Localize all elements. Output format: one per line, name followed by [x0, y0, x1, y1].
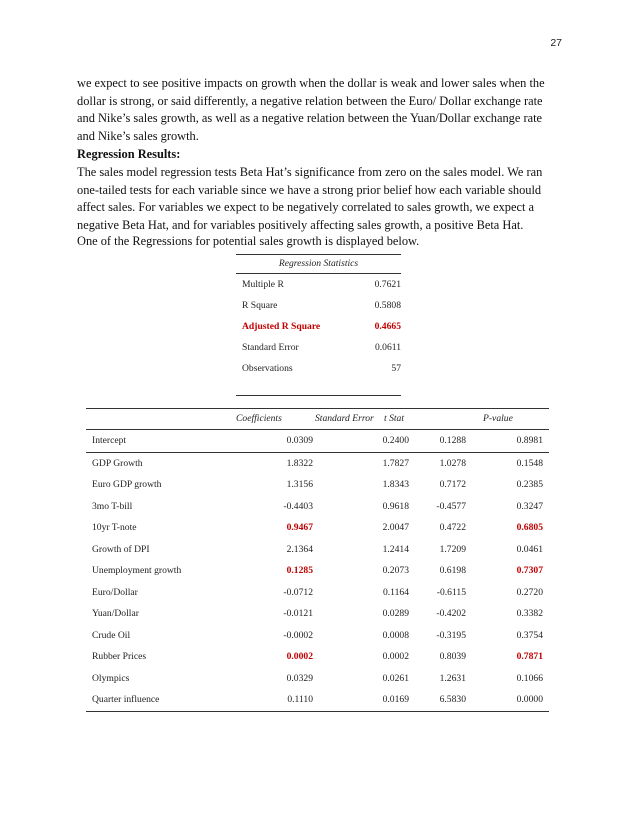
- table-row: [86, 496, 549, 518]
- standard-error-cell: 0.0008: [382, 629, 409, 641]
- stats-value: 0.5808: [374, 300, 401, 311]
- stats-value: 0.4665: [374, 321, 401, 332]
- table-row: [86, 430, 549, 453]
- variable-name: Euro/Dollar: [92, 586, 138, 598]
- coefficient-cell: 0.1110: [287, 694, 313, 705]
- stats-row: [236, 316, 401, 337]
- p-value-cell: 0.8981: [516, 435, 543, 446]
- table-row: [86, 560, 549, 582]
- table-row: [86, 625, 549, 647]
- table-row: [86, 539, 549, 561]
- regression-statistics-table: [236, 254, 401, 396]
- p-value-cell: 0.2385: [516, 479, 543, 490]
- regression-statistics-rows: [236, 274, 401, 379]
- coefficient-cell: 0.9467: [286, 522, 313, 533]
- variable-name: 3mo T-bill: [92, 500, 133, 512]
- regression-statistics-title: Regression Statistics: [236, 255, 401, 274]
- p-value-cell: 0.7307: [516, 565, 543, 576]
- table-row: [86, 453, 549, 475]
- stats-row: [236, 337, 401, 358]
- p-value-cell: 0.0000: [516, 694, 543, 705]
- coefficient-cell: 1.3156: [286, 479, 313, 490]
- page-number: 27: [550, 37, 562, 49]
- table-row: [86, 646, 549, 668]
- t-stat-cell: 1.2631: [439, 672, 466, 684]
- p-value-cell: 0.0461: [516, 543, 543, 555]
- table-row: [86, 689, 549, 711]
- stats-value: 0.0611: [374, 342, 401, 353]
- p-value-cell: 0.3247: [516, 500, 543, 512]
- standard-error-cell: 1.2414: [382, 543, 409, 555]
- coefficient-cell: -0.4403: [283, 500, 313, 512]
- t-stat-cell: 6.5830: [439, 694, 466, 705]
- table-row: [86, 582, 549, 604]
- body-paragraph-2: The sales model regression tests Beta Hat’s significance from zero on the sales model. We ran one-tailed tests for each variable since we have a strong prior belief how each variable should affect sales. For variables we expect to be negatively correlated to sales growth, we expect a negative Beta Hat, and for variables positively affecting sales growth, a positive Beta Hat.: [77, 165, 543, 232]
- t-stat-cell: 0.4722: [439, 522, 466, 533]
- p-value-cell: 0.2720: [516, 586, 543, 598]
- t-stat-cell: 0.6198: [439, 565, 466, 576]
- coefficient-cell: 0.0309: [286, 435, 313, 446]
- table-row: [86, 603, 549, 625]
- header-standard-error: Standard Error: [315, 413, 374, 424]
- table-row: [86, 668, 549, 690]
- variable-name: Unemployment growth: [92, 565, 182, 576]
- variable-name: Yuan/Dollar: [92, 608, 139, 619]
- p-value-cell: 0.1548: [516, 457, 543, 469]
- variable-name: GDP Growth: [92, 457, 143, 469]
- stats-label: R Square: [242, 300, 278, 311]
- t-stat-cell: 0.8039: [439, 651, 466, 662]
- stats-row: [236, 274, 401, 295]
- variable-name: Growth of DPI: [92, 543, 150, 555]
- standard-error-cell: 0.0261: [382, 672, 409, 684]
- variable-name: Crude Oil: [92, 629, 131, 641]
- coefficient-cell: -0.0002: [283, 629, 313, 641]
- table-row: [86, 517, 549, 539]
- coefficient-cell: 0.1285: [286, 565, 313, 576]
- standard-error-cell: 0.0002: [382, 651, 409, 662]
- t-stat-cell: -0.4202: [436, 608, 466, 619]
- p-value-cell: 0.7871: [516, 651, 543, 662]
- stats-label: Observations: [242, 363, 293, 374]
- stats-label: Multiple R: [242, 279, 284, 290]
- t-stat-cell: 1.7209: [439, 543, 466, 555]
- table-header-row: [86, 409, 549, 430]
- stats-label: Adjusted R Square: [242, 321, 321, 332]
- standard-error-cell: 0.0289: [382, 608, 409, 619]
- t-stat-cell: 0.7172: [439, 479, 466, 490]
- standard-error-cell: 1.8343: [382, 479, 409, 490]
- stats-row: [236, 295, 401, 316]
- standard-error-cell: 1.7827: [382, 457, 409, 469]
- p-value-cell: 0.6805: [516, 522, 543, 533]
- standard-error-cell: 0.2400: [382, 435, 409, 446]
- header-p-value: P-value: [483, 413, 513, 424]
- stats-value: 0.7621: [374, 279, 401, 290]
- variable-name: Rubber Prices: [92, 651, 147, 662]
- variable-name: Euro GDP growth: [92, 479, 162, 490]
- stats-value: 57: [391, 363, 401, 374]
- coefficient-cell: 1.8322: [286, 457, 313, 469]
- standard-error-cell: 0.2073: [382, 565, 409, 576]
- variable-name: Olympics: [92, 672, 130, 684]
- coefficient-cell: 0.0329: [286, 672, 313, 684]
- coefficients-table: [86, 408, 549, 712]
- t-stat-cell: -0.4577: [436, 500, 466, 512]
- coefficient-cell: -0.0121: [283, 608, 313, 619]
- variable-name: Quarter influence: [92, 694, 160, 705]
- standard-error-cell: 0.0169: [382, 694, 409, 705]
- t-stat-cell: 1.0278: [439, 457, 466, 469]
- t-stat-cell: -0.6115: [436, 586, 466, 598]
- table-spacer: [236, 379, 401, 395]
- variable-name: 10yr T-note: [92, 522, 137, 533]
- p-value-cell: 0.3754: [516, 629, 543, 641]
- standard-error-cell: 0.9618: [382, 500, 409, 512]
- body-paragraph-3: One of the Regressions for potential sales growth is displayed below.: [77, 234, 420, 248]
- variable-name: Intercept: [92, 435, 127, 446]
- coefficients-rows: [86, 430, 549, 711]
- p-value-cell: 0.1066: [516, 672, 543, 684]
- header-coefficients: Coefficients: [236, 413, 282, 424]
- p-value-cell: 0.3382: [516, 608, 543, 619]
- section-heading: Regression Results:: [77, 147, 181, 161]
- coefficient-cell: -0.0712: [283, 586, 313, 598]
- stats-label: Standard Error: [242, 342, 299, 353]
- table-row: [86, 474, 549, 496]
- stats-row: [236, 358, 401, 379]
- standard-error-cell: 2.0047: [382, 522, 409, 533]
- coefficient-cell: 0.0002: [286, 651, 313, 662]
- t-stat-cell: 0.1288: [439, 435, 466, 446]
- header-t-stat: t Stat: [384, 413, 404, 424]
- t-stat-cell: -0.3195: [436, 629, 466, 641]
- body-paragraph-1: we expect to see positive impacts on growth when the dollar is weak and lower sales when the dollar is strong, or said differently, a negative relation between the Euro/ Dollar exchange rate and Nike’s sales growth, as well as a negative relation between the Yuan/Dollar exchange rate and Nike’s sales growth.: [77, 76, 545, 143]
- standard-error-cell: 0.1164: [382, 586, 409, 598]
- coefficient-cell: 2.1364: [286, 543, 313, 555]
